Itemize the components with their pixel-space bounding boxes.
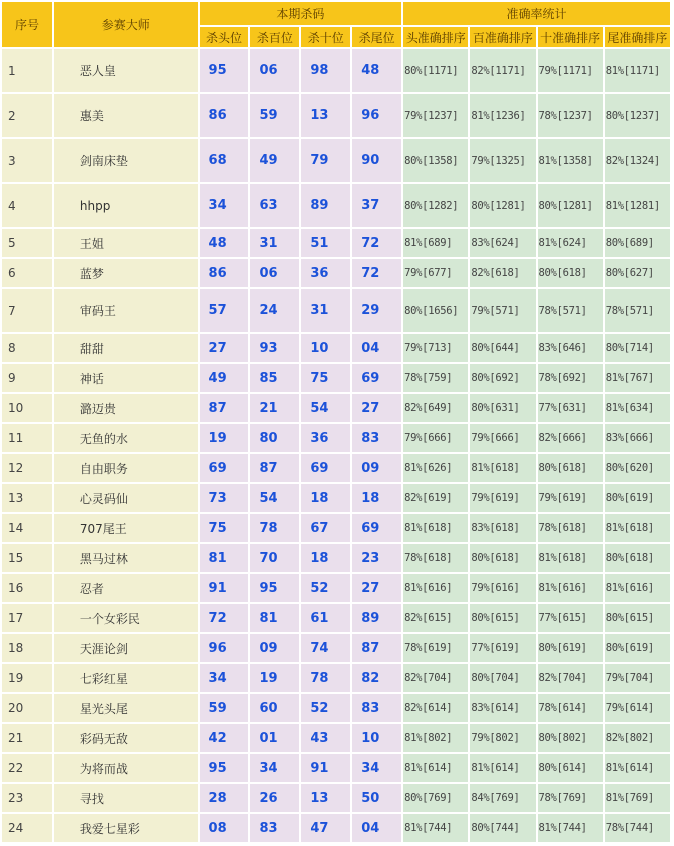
- kill-number: 81: [200, 544, 249, 572]
- accuracy-value: 80%[1282]: [403, 184, 468, 227]
- row-index: 10: [2, 394, 52, 422]
- master-name: 心灵码仙: [54, 484, 198, 512]
- header-master: 参赛大师: [54, 2, 198, 47]
- table-row: [2, 454, 670, 482]
- kill-number: 69: [200, 454, 249, 482]
- row-index: 8: [2, 334, 52, 362]
- table-row: [2, 49, 670, 92]
- master-name: 彩码无敌: [54, 724, 198, 752]
- row-index: 15: [2, 544, 52, 572]
- accuracy-value: 78%[744]: [605, 814, 670, 842]
- accuracy-value: 80%[689]: [605, 229, 670, 257]
- accuracy-value: 83%[666]: [605, 424, 670, 452]
- kill-number: 87: [352, 634, 401, 662]
- kill-number: 10: [352, 724, 401, 752]
- row-index: 22: [2, 754, 52, 782]
- kill-number: 34: [250, 754, 299, 782]
- header-accuracy-group: 准确率统计: [403, 2, 670, 25]
- row-index: 4: [2, 184, 52, 227]
- accuracy-value: 81%[1236]: [470, 94, 535, 137]
- master-name: 自由职务: [54, 454, 198, 482]
- kill-number: 89: [301, 184, 350, 227]
- accuracy-value: 82%[614]: [403, 694, 468, 722]
- kill-number: 83: [352, 694, 401, 722]
- accuracy-value: 79%[704]: [605, 664, 670, 692]
- table-row: [2, 229, 670, 257]
- header-acc-tail: 尾准确排序: [605, 27, 670, 47]
- kill-number: 34: [200, 184, 249, 227]
- accuracy-value: 81%[618]: [538, 544, 603, 572]
- kill-number: 51: [301, 229, 350, 257]
- accuracy-value: 79%[666]: [470, 424, 535, 452]
- table-row: [2, 139, 670, 182]
- kill-number: 36: [301, 424, 350, 452]
- kill-number: 09: [250, 634, 299, 662]
- kill-number: 90: [352, 139, 401, 182]
- row-index: 11: [2, 424, 52, 452]
- accuracy-value: 84%[769]: [470, 784, 535, 812]
- table-row: [2, 334, 670, 362]
- kill-number: 31: [250, 229, 299, 257]
- master-name: 我爱七星彩: [54, 814, 198, 842]
- accuracy-value: 80%[615]: [605, 604, 670, 632]
- accuracy-value: 82%[704]: [538, 664, 603, 692]
- header-kill-tens: 杀十位: [301, 27, 350, 47]
- kill-number: 67: [301, 514, 350, 542]
- master-name: 寻找: [54, 784, 198, 812]
- row-index: 2: [2, 94, 52, 137]
- accuracy-value: 81%[618]: [605, 514, 670, 542]
- kill-number: 47: [301, 814, 350, 842]
- accuracy-value: 81%[689]: [403, 229, 468, 257]
- kill-number: 86: [200, 259, 249, 287]
- accuracy-value: 80%[1656]: [403, 289, 468, 332]
- master-name: 忍者: [54, 574, 198, 602]
- accuracy-value: 80%[618]: [605, 544, 670, 572]
- kill-number: 37: [352, 184, 401, 227]
- kill-number: 09: [352, 454, 401, 482]
- accuracy-value: 81%[634]: [605, 394, 670, 422]
- accuracy-value: 79%[1171]: [538, 49, 603, 92]
- master-name: 无鱼的水: [54, 424, 198, 452]
- accuracy-value: 78%[571]: [605, 289, 670, 332]
- kill-number: 10: [301, 334, 350, 362]
- table-row: [2, 364, 670, 392]
- row-index: 20: [2, 694, 52, 722]
- accuracy-value: 79%[713]: [403, 334, 468, 362]
- kill-number: 80: [250, 424, 299, 452]
- kill-number: 81: [250, 604, 299, 632]
- kill-number: 79: [301, 139, 350, 182]
- master-name: 星光头尾: [54, 694, 198, 722]
- kill-number: 95: [250, 574, 299, 602]
- kill-number: 19: [250, 664, 299, 692]
- kill-number: 50: [352, 784, 401, 812]
- kill-number: 87: [200, 394, 249, 422]
- kill-number: 54: [301, 394, 350, 422]
- accuracy-value: 80%[615]: [470, 604, 535, 632]
- kill-number: 70: [250, 544, 299, 572]
- kill-number: 72: [352, 229, 401, 257]
- kill-number: 83: [250, 814, 299, 842]
- master-name: 剑南床垫: [54, 139, 198, 182]
- kill-number: 87: [250, 454, 299, 482]
- kill-number: 19: [200, 424, 249, 452]
- accuracy-value: 78%[619]: [403, 634, 468, 662]
- table-row: [2, 574, 670, 602]
- accuracy-value: 80%[1171]: [403, 49, 468, 92]
- kill-number: 78: [250, 514, 299, 542]
- accuracy-value: 82%[649]: [403, 394, 468, 422]
- kill-number: 86: [200, 94, 249, 137]
- kill-number: 48: [352, 49, 401, 92]
- table-row: [2, 424, 670, 452]
- accuracy-value: 79%[619]: [538, 484, 603, 512]
- master-name: 707尾王: [54, 514, 198, 542]
- accuracy-value: 81%[618]: [470, 454, 535, 482]
- accuracy-value: 80%[744]: [470, 814, 535, 842]
- master-name: hhpp: [54, 184, 198, 227]
- accuracy-value: 77%[615]: [538, 604, 603, 632]
- table-row: [2, 724, 670, 752]
- accuracy-value: 79%[802]: [470, 724, 535, 752]
- kill-number: 52: [301, 574, 350, 602]
- kill-number: 69: [352, 514, 401, 542]
- row-index: 16: [2, 574, 52, 602]
- kill-number: 13: [301, 784, 350, 812]
- kill-number: 91: [200, 574, 249, 602]
- kill-number: 95: [200, 754, 249, 782]
- row-index: 19: [2, 664, 52, 692]
- accuracy-value: 80%[619]: [605, 484, 670, 512]
- table-row: [2, 664, 670, 692]
- kill-number: 57: [200, 289, 249, 332]
- kill-number: 60: [250, 694, 299, 722]
- accuracy-value: 80%[802]: [538, 724, 603, 752]
- accuracy-value: 81%[616]: [605, 574, 670, 602]
- kill-number: 27: [352, 574, 401, 602]
- accuracy-value: 81%[624]: [538, 229, 603, 257]
- row-index: 3: [2, 139, 52, 182]
- table-row: [2, 544, 670, 572]
- master-name: 王姐: [54, 229, 198, 257]
- master-name: 惠美: [54, 94, 198, 137]
- accuracy-value: 78%[614]: [538, 694, 603, 722]
- accuracy-value: 80%[1281]: [538, 184, 603, 227]
- kill-number: 73: [200, 484, 249, 512]
- table-row: [2, 604, 670, 632]
- header-kill-tail: 杀尾位: [352, 27, 401, 47]
- accuracy-value: 81%[802]: [403, 724, 468, 752]
- row-index: 7: [2, 289, 52, 332]
- accuracy-value: 82%[1171]: [470, 49, 535, 92]
- accuracy-value: 79%[1237]: [403, 94, 468, 137]
- accuracy-value: 80%[620]: [605, 454, 670, 482]
- kill-number: 34: [200, 664, 249, 692]
- accuracy-value: 81%[744]: [538, 814, 603, 842]
- accuracy-value: 81%[744]: [403, 814, 468, 842]
- header-acc-tens: 十准确排序: [538, 27, 603, 47]
- row-index: 14: [2, 514, 52, 542]
- accuracy-value: 83%[614]: [470, 694, 535, 722]
- accuracy-value: 78%[759]: [403, 364, 468, 392]
- accuracy-value: 80%[619]: [605, 634, 670, 662]
- accuracy-value: 77%[619]: [470, 634, 535, 662]
- accuracy-value: 78%[692]: [538, 364, 603, 392]
- table-row: [2, 634, 670, 662]
- kill-number: 93: [250, 334, 299, 362]
- accuracy-value: 80%[618]: [538, 454, 603, 482]
- kill-number: 29: [352, 289, 401, 332]
- table-row: [2, 289, 670, 332]
- row-index: 6: [2, 259, 52, 287]
- master-name: 蓝梦: [54, 259, 198, 287]
- master-name: 一个女彩民: [54, 604, 198, 632]
- accuracy-value: 83%[618]: [470, 514, 535, 542]
- header-kill-head: 杀头位: [200, 27, 249, 47]
- kill-number: 89: [352, 604, 401, 632]
- row-index: 18: [2, 634, 52, 662]
- row-index: 24: [2, 814, 52, 842]
- table-row: [2, 94, 670, 137]
- master-name: 黑马过林: [54, 544, 198, 572]
- accuracy-value: 81%[626]: [403, 454, 468, 482]
- kill-number: 24: [250, 289, 299, 332]
- accuracy-value: 83%[646]: [538, 334, 603, 362]
- accuracy-value: 79%[1325]: [470, 139, 535, 182]
- kill-number: 49: [200, 364, 249, 392]
- kill-number: 69: [301, 454, 350, 482]
- accuracy-value: 81%[616]: [538, 574, 603, 602]
- kill-number: 26: [250, 784, 299, 812]
- accuracy-value: 79%[677]: [403, 259, 468, 287]
- kill-number: 59: [250, 94, 299, 137]
- accuracy-value: 82%[666]: [538, 424, 603, 452]
- accuracy-value: 82%[802]: [605, 724, 670, 752]
- header-index: 序号: [2, 2, 52, 47]
- accuracy-value: 80%[618]: [470, 544, 535, 572]
- accuracy-value: 79%[619]: [470, 484, 535, 512]
- kill-number: 75: [200, 514, 249, 542]
- accuracy-value: 80%[692]: [470, 364, 535, 392]
- kill-number: 42: [200, 724, 249, 752]
- kill-number: 04: [352, 814, 401, 842]
- accuracy-value: 78%[618]: [538, 514, 603, 542]
- kill-number: 72: [200, 604, 249, 632]
- kill-number: 21: [250, 394, 299, 422]
- kill-number: 74: [301, 634, 350, 662]
- row-index: 21: [2, 724, 52, 752]
- kill-number: 01: [250, 724, 299, 752]
- kill-number: 82: [352, 664, 401, 692]
- master-name: 恶人皇: [54, 49, 198, 92]
- kill-number: 96: [200, 634, 249, 662]
- kill-number: 85: [250, 364, 299, 392]
- accuracy-value: 79%[666]: [403, 424, 468, 452]
- accuracy-value: 80%[644]: [470, 334, 535, 362]
- master-name: 神话: [54, 364, 198, 392]
- kill-number: 61: [301, 604, 350, 632]
- accuracy-value: 81%[769]: [605, 784, 670, 812]
- accuracy-value: 80%[714]: [605, 334, 670, 362]
- accuracy-value: 80%[631]: [470, 394, 535, 422]
- accuracy-value: 81%[614]: [605, 754, 670, 782]
- row-index: 23: [2, 784, 52, 812]
- kill-number: 72: [352, 259, 401, 287]
- accuracy-value: 81%[614]: [403, 754, 468, 782]
- kill-number: 23: [352, 544, 401, 572]
- table-row: [2, 814, 670, 842]
- kill-number: 59: [200, 694, 249, 722]
- row-index: 12: [2, 454, 52, 482]
- table-row: [2, 484, 670, 512]
- kill-number: 04: [352, 334, 401, 362]
- header-kill-hundreds: 杀百位: [250, 27, 299, 47]
- accuracy-value: 81%[1171]: [605, 49, 670, 92]
- accuracy-value: 79%[571]: [470, 289, 535, 332]
- master-name: 甜甜: [54, 334, 198, 362]
- table-body: [2, 49, 670, 842]
- accuracy-value: 82%[618]: [470, 259, 535, 287]
- kill-number: 18: [301, 544, 350, 572]
- row-index: 9: [2, 364, 52, 392]
- accuracy-value: 78%[618]: [403, 544, 468, 572]
- master-name: 为将而战: [54, 754, 198, 782]
- accuracy-value: 83%[624]: [470, 229, 535, 257]
- accuracy-value: 81%[616]: [403, 574, 468, 602]
- kill-number: 63: [250, 184, 299, 227]
- kill-number: 98: [301, 49, 350, 92]
- kill-number: 96: [352, 94, 401, 137]
- header-kill-group: 本期杀码: [200, 2, 402, 25]
- accuracy-value: 80%[618]: [538, 259, 603, 287]
- accuracy-value: 77%[631]: [538, 394, 603, 422]
- accuracy-value: 82%[619]: [403, 484, 468, 512]
- master-name: 潞迈贵: [54, 394, 198, 422]
- accuracy-value: 80%[1358]: [403, 139, 468, 182]
- kill-number: 91: [301, 754, 350, 782]
- kill-number: 31: [301, 289, 350, 332]
- kill-number: 18: [352, 484, 401, 512]
- kill-number: 75: [301, 364, 350, 392]
- accuracy-value: 81%[614]: [470, 754, 535, 782]
- table-row: [2, 514, 670, 542]
- master-name: 审码王: [54, 289, 198, 332]
- row-index: 13: [2, 484, 52, 512]
- kill-number: 06: [250, 49, 299, 92]
- kill-number: 28: [200, 784, 249, 812]
- accuracy-value: 82%[704]: [403, 664, 468, 692]
- accuracy-value: 81%[618]: [403, 514, 468, 542]
- accuracy-value: 79%[616]: [470, 574, 535, 602]
- table-row: [2, 184, 670, 227]
- header-acc-hundreds: 百准确排序: [470, 27, 535, 47]
- accuracy-value: 80%[769]: [403, 784, 468, 812]
- kill-number: 43: [301, 724, 350, 752]
- kill-number: 06: [250, 259, 299, 287]
- accuracy-value: 80%[619]: [538, 634, 603, 662]
- accuracy-value: 78%[1237]: [538, 94, 603, 137]
- row-index: 17: [2, 604, 52, 632]
- kill-number: 49: [250, 139, 299, 182]
- row-index: 1: [2, 49, 52, 92]
- table-row: [2, 259, 670, 287]
- kill-number: 54: [250, 484, 299, 512]
- kill-number: 83: [352, 424, 401, 452]
- accuracy-value: 81%[1281]: [605, 184, 670, 227]
- master-name: 天涯论剑: [54, 634, 198, 662]
- master-name: 七彩红星: [54, 664, 198, 692]
- kill-number: 18: [301, 484, 350, 512]
- kill-number: 68: [200, 139, 249, 182]
- kill-number: 13: [301, 94, 350, 137]
- kill-number: 78: [301, 664, 350, 692]
- kill-number: 36: [301, 259, 350, 287]
- kill-number: 27: [352, 394, 401, 422]
- accuracy-value: 80%[1237]: [605, 94, 670, 137]
- table-row: [2, 394, 670, 422]
- kill-number: 95: [200, 49, 249, 92]
- accuracy-value: 79%[614]: [605, 694, 670, 722]
- accuracy-value: 78%[769]: [538, 784, 603, 812]
- kill-number: 69: [352, 364, 401, 392]
- accuracy-value: 80%[704]: [470, 664, 535, 692]
- kill-number: 27: [200, 334, 249, 362]
- row-index: 5: [2, 229, 52, 257]
- accuracy-value: 81%[767]: [605, 364, 670, 392]
- table-row: [2, 694, 670, 722]
- kill-number: 08: [200, 814, 249, 842]
- accuracy-value: 78%[571]: [538, 289, 603, 332]
- accuracy-value: 81%[1358]: [538, 139, 603, 182]
- accuracy-value: 80%[1281]: [470, 184, 535, 227]
- header-acc-head: 头准确排序: [403, 27, 468, 47]
- accuracy-value: 80%[627]: [605, 259, 670, 287]
- table-row: [2, 784, 670, 812]
- accuracy-value: 80%[614]: [538, 754, 603, 782]
- table-row: [2, 754, 670, 782]
- kill-number: 48: [200, 229, 249, 257]
- accuracy-value: 82%[1324]: [605, 139, 670, 182]
- accuracy-value: 82%[615]: [403, 604, 468, 632]
- kill-number: 52: [301, 694, 350, 722]
- kill-number: 34: [352, 754, 401, 782]
